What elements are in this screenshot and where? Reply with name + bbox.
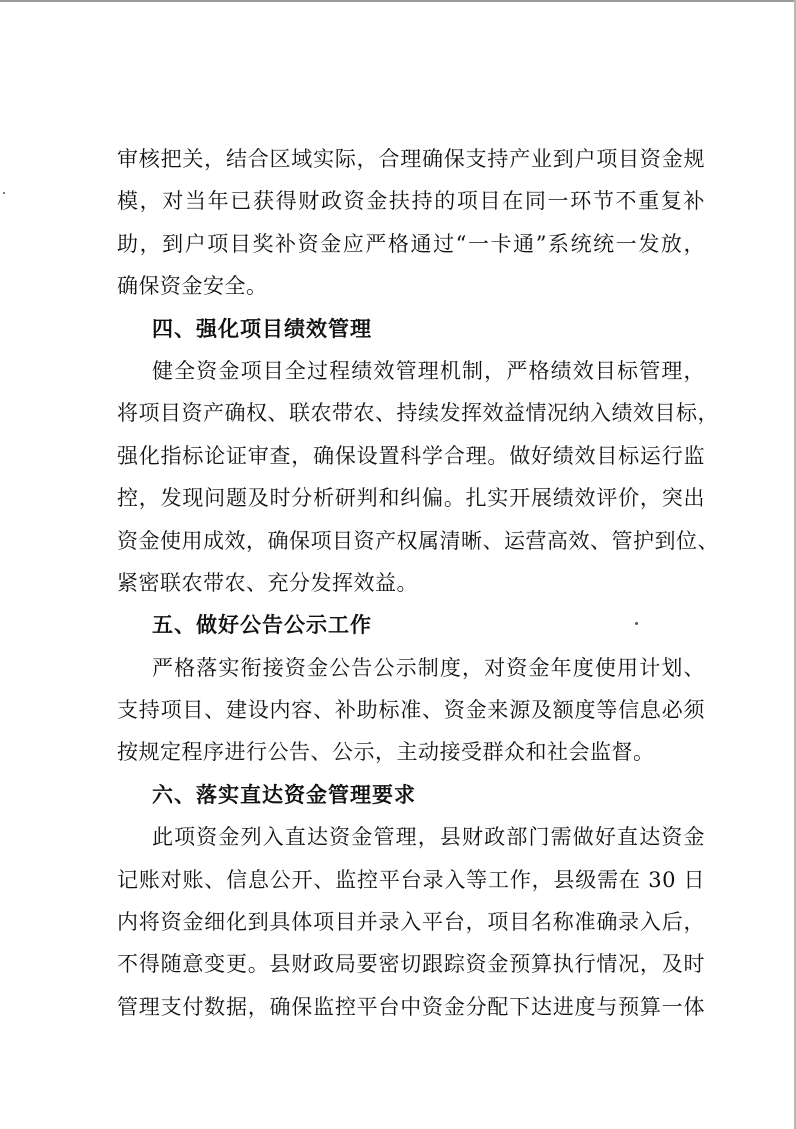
section-heading-5: 五、做好公告公示工作 (152, 613, 372, 638)
text-line: 记账对账、信息公开、监控平台录入等工作，县级需在 30 日 (117, 867, 705, 892)
text-line: 将项目资产确权、联农带农、持续发挥效益情况纳入绩效目标， (117, 401, 719, 426)
text-line: 不得随意变更。县财政局要密切跟踪资金预算执行情况，及时 (117, 952, 705, 977)
text-line: 资金使用成效，确保项目资产权属清晰、运营高效、管护到位、 (117, 528, 719, 553)
paragraph-public-notice (117, 647, 705, 774)
text-line: 严格落实衔接资金公告公示制度，对资金年度使用计划、 (152, 655, 705, 680)
scan-edge-top (0, 0, 796, 2)
paragraph-performance-management (117, 350, 719, 604)
text-line: 助，到户项目奖补资金应严格通过“一卡通”系统统一发放， (117, 231, 705, 256)
section-heading-4: 四、强化项目绩效管理 (152, 316, 372, 341)
text-line: 内将资金细化到具体项目并录入平台，项目名称准确录入后， (117, 910, 705, 935)
text-line: 控，发现问题及时分析研判和纠偏。扎实开展绩效评价，突出 (117, 486, 705, 511)
text-line: 审核把关，结合区域实际，合理确保支持产业到户项目资金规 (117, 147, 705, 171)
text-line: 紧密联农带农、充分发挥效益。 (117, 570, 418, 595)
text-line: 管理支付数据，确保监控平台中资金分配下达进度与预算一体 (117, 994, 705, 1019)
text-line: 支持项目、建设内容、补助标准、资金来源及额度等信息必须 (117, 698, 705, 723)
paragraph-direct-funds (117, 816, 705, 1028)
document-page (117, 138, 719, 1028)
text-line: 确保资金安全。 (117, 274, 268, 299)
scan-speck (3, 192, 5, 194)
text-line: 模，对当年已获得财政资金扶持的项目在同一环节不重复补 (117, 189, 705, 214)
section-heading-6: 六、落实直达资金管理要求 (152, 782, 416, 807)
text-line: 按规定程序进行公告、公示，主动接受群众和社会监督。 (117, 740, 655, 765)
text-line: 此项资金列入直达资金管理，县财政部门需做好直达资金 (152, 825, 705, 850)
text-line: 健全资金项目全过程绩效管理机制，严格绩效目标管理， (152, 358, 705, 383)
text-line: 强化指标论证审查，确保设置科学合理。做好绩效目标运行监 (117, 443, 705, 468)
paragraph-continuation (117, 138, 705, 308)
